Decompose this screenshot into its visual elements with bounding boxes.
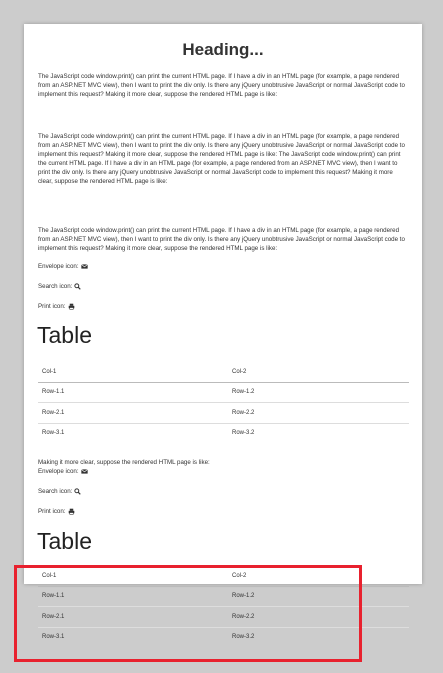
paragraph-2: The JavaScript code window.print() can print the current HTML page. If I have a div in an HTML page (for example, a page rendered from an ASP.NET MVC view), then I want to print the div only. Is there any jQuery unobtrusive JavaScript or normal JavaScript code to implement this request? Making it more clear, suppose the rendered HTML page is like: The JavaScript code window.print() can print the current HTML page. If I have a div in an HTML page (for example, a page rendered from an ASP.NET MVC view), then I want to print the div only. Is there any jQuery unobtrusive JavaScript or normal JavaScript code to implement this request? Making it more clear, suppose the rendered HTML page is like: <box>38 133 405 185</box>
table-cell: Row-3.1 <box>38 627 228 647</box>
search-icon <box>74 283 81 290</box>
paragraph-3: The JavaScript code window.print() can print the current HTML page. If I have a div in an HTML page (for example, a page rendered from an ASP.NET MVC view), then I want to print the div only. Is there any jQuery unobtrusive JavaScript or normal JavaScript code to implement this request? Making it more clear, suppose the rendered HTML page is like: <box>38 227 405 252</box>
table-cell: Row-1.2 <box>228 586 409 607</box>
print-line-2 <box>38 508 75 515</box>
table-row <box>38 403 409 424</box>
table-cell: Row-2.1 <box>38 607 228 628</box>
envelope-icon <box>81 263 88 270</box>
table-cell: Row-2.1 <box>38 403 228 424</box>
print-line <box>38 303 75 310</box>
table-row <box>38 423 409 443</box>
column-header: Col-1 <box>38 566 228 586</box>
table-cell: Row-3.1 <box>38 423 228 443</box>
search-line-2 <box>38 488 81 495</box>
table-cell: Row-2.2 <box>228 607 409 628</box>
table-title-1: Table <box>37 322 92 348</box>
envelope-icon <box>81 468 88 475</box>
print-label: Print icon: <box>38 508 66 515</box>
page-heading: Heading... <box>182 40 264 59</box>
table-cell: Row-1.2 <box>228 382 409 403</box>
column-header: Col-2 <box>228 566 409 586</box>
data-table-1 <box>38 362 409 443</box>
print-icon <box>68 303 75 310</box>
table-cell: Row-2.2 <box>228 403 409 424</box>
paragraph-4: Making it more clear, suppose the rendered HTML page is like: <box>38 459 210 466</box>
search-label: Search icon: <box>38 283 73 290</box>
print-icon <box>68 508 75 515</box>
table-cell: Row-1.1 <box>38 382 228 403</box>
envelope-line-2 <box>38 468 88 475</box>
search-label: Search icon: <box>38 488 73 495</box>
table-row <box>38 382 409 403</box>
print-preview-page <box>24 24 422 584</box>
table-title-2: Table <box>37 528 92 554</box>
table-cell: Row-3.2 <box>228 627 409 647</box>
table-cell: Row-3.2 <box>228 423 409 443</box>
table-cell: Row-1.1 <box>38 586 228 607</box>
table-header-row <box>38 362 409 382</box>
search-icon <box>74 488 81 495</box>
search-line <box>38 283 81 290</box>
envelope-line <box>38 263 88 270</box>
envelope-label: Envelope icon: <box>38 468 79 475</box>
paragraph-1: The JavaScript code window.print() can print the current HTML page. If I have a div in an HTML page (for example, a page rendered from an ASP.NET MVC view), then I want to print the div only. Is there any jQuery unobtrusive JavaScript or normal JavaScript code to implement this request? Making it more clear, suppose the rendered HTML page is like: <box>38 73 405 98</box>
column-header: Col-1 <box>38 362 228 382</box>
column-header: Col-2 <box>228 362 409 382</box>
print-label: Print icon: <box>38 303 66 310</box>
envelope-label: Envelope icon: <box>38 263 79 270</box>
overflow-highlight-box <box>14 565 362 662</box>
